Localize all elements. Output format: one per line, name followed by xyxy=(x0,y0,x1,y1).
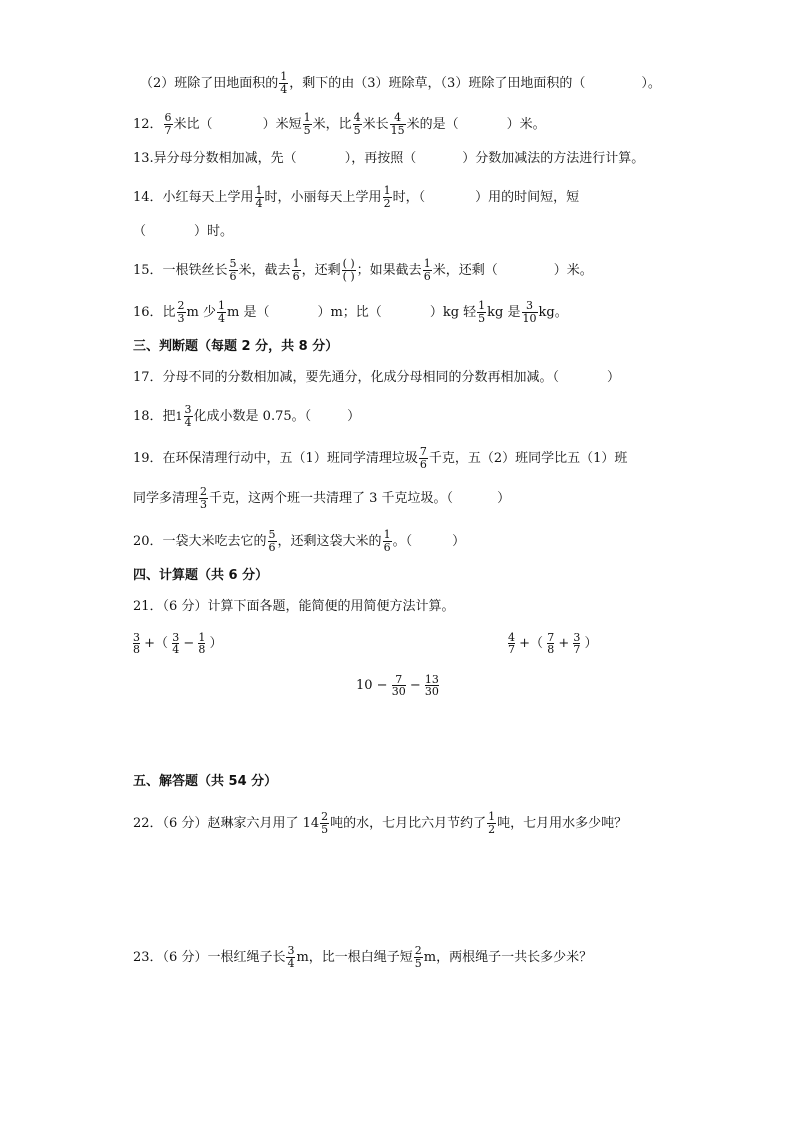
q16-text-a: 16．比 xyxy=(133,305,176,320)
numerator: 3 xyxy=(133,631,140,644)
numerator: 2 xyxy=(200,485,208,498)
denominator: 2 xyxy=(383,197,391,210)
q23-text-b: m，比一根白绳子短 xyxy=(296,950,413,965)
numerator: 3 xyxy=(573,631,581,644)
numerator: 1 xyxy=(423,257,431,270)
q15-text-d: ；如果截去 xyxy=(356,263,422,278)
q18-text-a: 18．把 xyxy=(133,409,176,424)
operand: 10 − xyxy=(356,678,388,693)
question-11-line xyxy=(140,71,661,96)
numerator: 1 xyxy=(255,184,263,197)
q23-text-c: m，两根绳子一共长多少米？ xyxy=(423,950,593,965)
q22-text-a: 22．（6 分）赵琳家六月用了 14 xyxy=(133,816,320,831)
operator: +（ xyxy=(144,636,169,651)
numerator: 3 xyxy=(526,299,533,312)
numerator: ( ) xyxy=(342,257,355,270)
fraction xyxy=(279,71,288,96)
q12-number: 12． xyxy=(133,117,163,132)
fraction xyxy=(477,300,486,325)
fraction xyxy=(320,811,329,836)
q15-text-e: 米，还剩（ xyxy=(432,263,498,278)
denominator: 4 xyxy=(280,83,288,96)
q20-text-c: 。（ xyxy=(392,534,413,549)
q15-text-a: 15．一根铁丝长 xyxy=(133,263,228,278)
q12-text-e: 米的是（ xyxy=(406,117,459,132)
fraction xyxy=(164,112,173,137)
question-19-line xyxy=(133,446,627,471)
numerator: 1 xyxy=(303,111,311,124)
denominator: 6 xyxy=(292,270,300,283)
question-20-line xyxy=(133,529,465,554)
denominator: 5 xyxy=(321,823,329,836)
q13-text-a: 13.异分母分数相加减，先（ xyxy=(133,151,297,166)
q11-text-b: ，剩下的由（3）班除草，（3）班除了田地面积的（ xyxy=(289,76,586,91)
denominator: 4 xyxy=(255,197,263,210)
denominator: 4 xyxy=(172,643,180,656)
numerator: 7 xyxy=(547,631,555,644)
numerator: 13 xyxy=(424,673,439,686)
fraction xyxy=(184,404,193,429)
numerator: 5 xyxy=(268,528,276,541)
denominator: 4 xyxy=(218,312,226,325)
numerator: 1 xyxy=(280,70,288,83)
numerator: 3 xyxy=(172,631,180,644)
numerator: 2 xyxy=(414,944,422,957)
q15-text-b: 米，截去 xyxy=(238,263,291,278)
question-14-line-2 xyxy=(133,222,233,242)
fraction xyxy=(425,674,439,697)
fraction xyxy=(229,258,238,283)
mixed-number xyxy=(176,404,194,429)
fraction xyxy=(217,300,226,325)
denominator: 7 xyxy=(164,124,172,137)
question-13-line xyxy=(133,149,644,169)
q12-text-b: ）米短 xyxy=(262,117,302,132)
fraction xyxy=(392,674,406,697)
q14-text-c: 时，（ xyxy=(392,190,426,205)
q16-text-g: kg 是 xyxy=(487,305,521,320)
numerator: 7 xyxy=(395,673,403,686)
section-3-heading: 三、判断题（每题 2 分，共 8 分） xyxy=(133,339,339,354)
denominator: 7 xyxy=(573,643,581,656)
operator: +（ xyxy=(519,636,544,651)
expression-1 xyxy=(133,632,223,655)
q19-text-c: 同学多清理 xyxy=(133,491,199,506)
q19-text-a: 19．在环保清理行动中，五（1）班同学清理垃圾 xyxy=(133,451,418,466)
denominator: 15 xyxy=(390,124,405,137)
fraction xyxy=(172,632,179,655)
expression-3 xyxy=(356,674,439,697)
fraction xyxy=(177,300,186,325)
fraction xyxy=(419,446,428,471)
denominator: 7 xyxy=(508,643,515,656)
question-12-line xyxy=(133,112,546,137)
question-19-line-2 xyxy=(133,486,510,511)
q14-text-g: ）时。 xyxy=(194,224,234,239)
q19-text-b: 千克，五（2）班同学比五（1）班 xyxy=(428,451,628,466)
q20-text-b: ，还剩这袋大米的 xyxy=(277,534,382,549)
operator: + xyxy=(558,636,570,651)
fraction xyxy=(390,112,406,137)
numerator: 4 xyxy=(353,111,361,124)
denominator: 30 xyxy=(391,685,406,698)
denominator: 2 xyxy=(488,823,496,836)
fraction xyxy=(255,185,264,210)
q14-text-d: ）用的时间短，短 xyxy=(475,190,580,205)
numerator: 7 xyxy=(419,445,427,458)
denominator: 6 xyxy=(268,541,276,554)
fraction xyxy=(573,632,580,655)
denominator: 8 xyxy=(547,643,555,656)
fraction xyxy=(383,529,392,554)
q20-text-a: 20．一袋大米吃去它的 xyxy=(133,534,267,549)
fraction xyxy=(292,258,301,283)
operator: ） xyxy=(209,636,223,651)
question-18-line xyxy=(133,404,360,429)
denominator: 6 xyxy=(229,270,237,283)
fraction xyxy=(508,632,515,655)
denominator: 3 xyxy=(177,312,185,325)
operator: − xyxy=(183,636,195,651)
q13-text-b: ），再按照（ xyxy=(344,151,417,166)
section-4-heading: 四、计算题（共 6 分） xyxy=(133,568,269,583)
denominator: 4 xyxy=(184,416,192,429)
q17-text-a: 17．分母不同的分数相加减，要先通分，化成分母相同的分数再相加减。（ xyxy=(133,370,560,385)
q13-text-c: ）分数加减法的方法进行计算。 xyxy=(462,151,645,166)
fraction xyxy=(198,632,205,655)
numerator: 5 xyxy=(229,257,237,270)
numerator: 1 xyxy=(218,299,226,312)
numerator: 4 xyxy=(508,631,515,644)
q16-text-c: m 是（ xyxy=(227,305,270,320)
denominator: 30 xyxy=(424,685,439,698)
q12-text-d: 米长 xyxy=(362,117,389,132)
section-5-heading: 五、解答题（共 54 分） xyxy=(133,774,278,789)
denominator: 4 xyxy=(287,957,295,970)
q15-text-c: ，还剩 xyxy=(301,263,341,278)
fraction xyxy=(487,811,496,836)
fraction xyxy=(199,486,208,511)
operator: − xyxy=(409,678,421,693)
q17-text-b: ） xyxy=(607,370,621,385)
denominator: 6 xyxy=(423,270,431,283)
denominator: 5 xyxy=(353,124,361,137)
q20-text-d: ） xyxy=(452,534,466,549)
q21-text-a: 21．（6 分）计算下面各题，能简便的用简便方法计算。 xyxy=(133,599,455,614)
q15-text-g: ）米。 xyxy=(553,263,593,278)
whole-part: 1 xyxy=(175,409,183,423)
numerator: 1 xyxy=(383,528,391,541)
q16-text-d: ）m；比（ xyxy=(317,305,382,320)
q12-text-f: ）米。 xyxy=(506,117,546,132)
denominator: 8 xyxy=(133,643,140,656)
numerator: 2 xyxy=(321,810,329,823)
fraction xyxy=(383,185,392,210)
denominator: 5 xyxy=(414,957,422,970)
denominator: 6 xyxy=(419,458,427,471)
q16-text-b: m 少 xyxy=(186,305,217,320)
expression-2 xyxy=(508,632,598,655)
fraction xyxy=(133,632,140,655)
q16-text-h: kg。 xyxy=(538,305,568,320)
denominator: 3 xyxy=(200,498,208,511)
denominator: 6 xyxy=(383,541,391,554)
denominator: 5 xyxy=(303,124,311,137)
operator: ） xyxy=(584,636,598,651)
denominator: 5 xyxy=(478,312,486,325)
q12-text-c: 米，比 xyxy=(312,117,352,132)
numerator: 2 xyxy=(177,299,185,312)
fraction xyxy=(522,300,538,325)
denominator: ( ) xyxy=(342,270,355,283)
question-15-line xyxy=(133,258,593,283)
fraction xyxy=(268,529,277,554)
numerator: 3 xyxy=(184,403,192,416)
numerator: 1 xyxy=(478,299,486,312)
q18-text-c: ） xyxy=(347,409,361,424)
q14-text-a: 14．小红每天上学用 xyxy=(133,190,254,205)
numerator: 1 xyxy=(292,257,300,270)
question-17-line xyxy=(133,368,620,388)
question-21-line xyxy=(133,597,454,617)
fraction xyxy=(414,945,423,970)
fraction xyxy=(353,112,362,137)
q11-text-a: （2）班除了田地面积的 xyxy=(140,76,279,91)
numerator: 1 xyxy=(383,184,391,197)
numerator: 3 xyxy=(287,944,295,957)
fraction xyxy=(423,258,432,283)
denominator: 8 xyxy=(198,643,206,656)
q14-text-b: 时，小丽每天上学用 xyxy=(264,190,382,205)
q18-text-b: 化成小数是 0.75。（ xyxy=(193,409,312,424)
fraction xyxy=(303,112,312,137)
q19-text-d: 千克，这两个班一共清理了 3 千克垃圾。（ xyxy=(209,491,454,506)
q19-text-e: ） xyxy=(497,491,511,506)
q22-text-c: 吨，七月用水多少吨？ xyxy=(497,816,628,831)
q12-text-a: 米比（ xyxy=(173,117,213,132)
numerator: 6 xyxy=(164,111,172,124)
q16-text-e: ）kg 轻 xyxy=(429,305,477,320)
fraction xyxy=(286,945,295,970)
q22-text-b: 吨的水，七月比六月节约了 xyxy=(330,816,487,831)
question-16-line xyxy=(133,300,568,325)
q11-text-c: ）。 xyxy=(641,76,661,91)
fraction xyxy=(547,632,554,655)
numerator: 1 xyxy=(198,631,206,644)
fraction-blank[interactable] xyxy=(342,258,356,283)
question-23-line xyxy=(133,945,592,970)
numerator: 1 xyxy=(488,810,496,823)
denominator: 10 xyxy=(522,312,537,325)
q14-text-e: （ xyxy=(133,224,147,239)
question-14-line xyxy=(133,185,579,210)
q23-text-a: 23．（6 分）一根红绳子长 xyxy=(133,950,286,965)
question-22-line xyxy=(133,811,627,836)
numerator: 4 xyxy=(394,111,402,124)
